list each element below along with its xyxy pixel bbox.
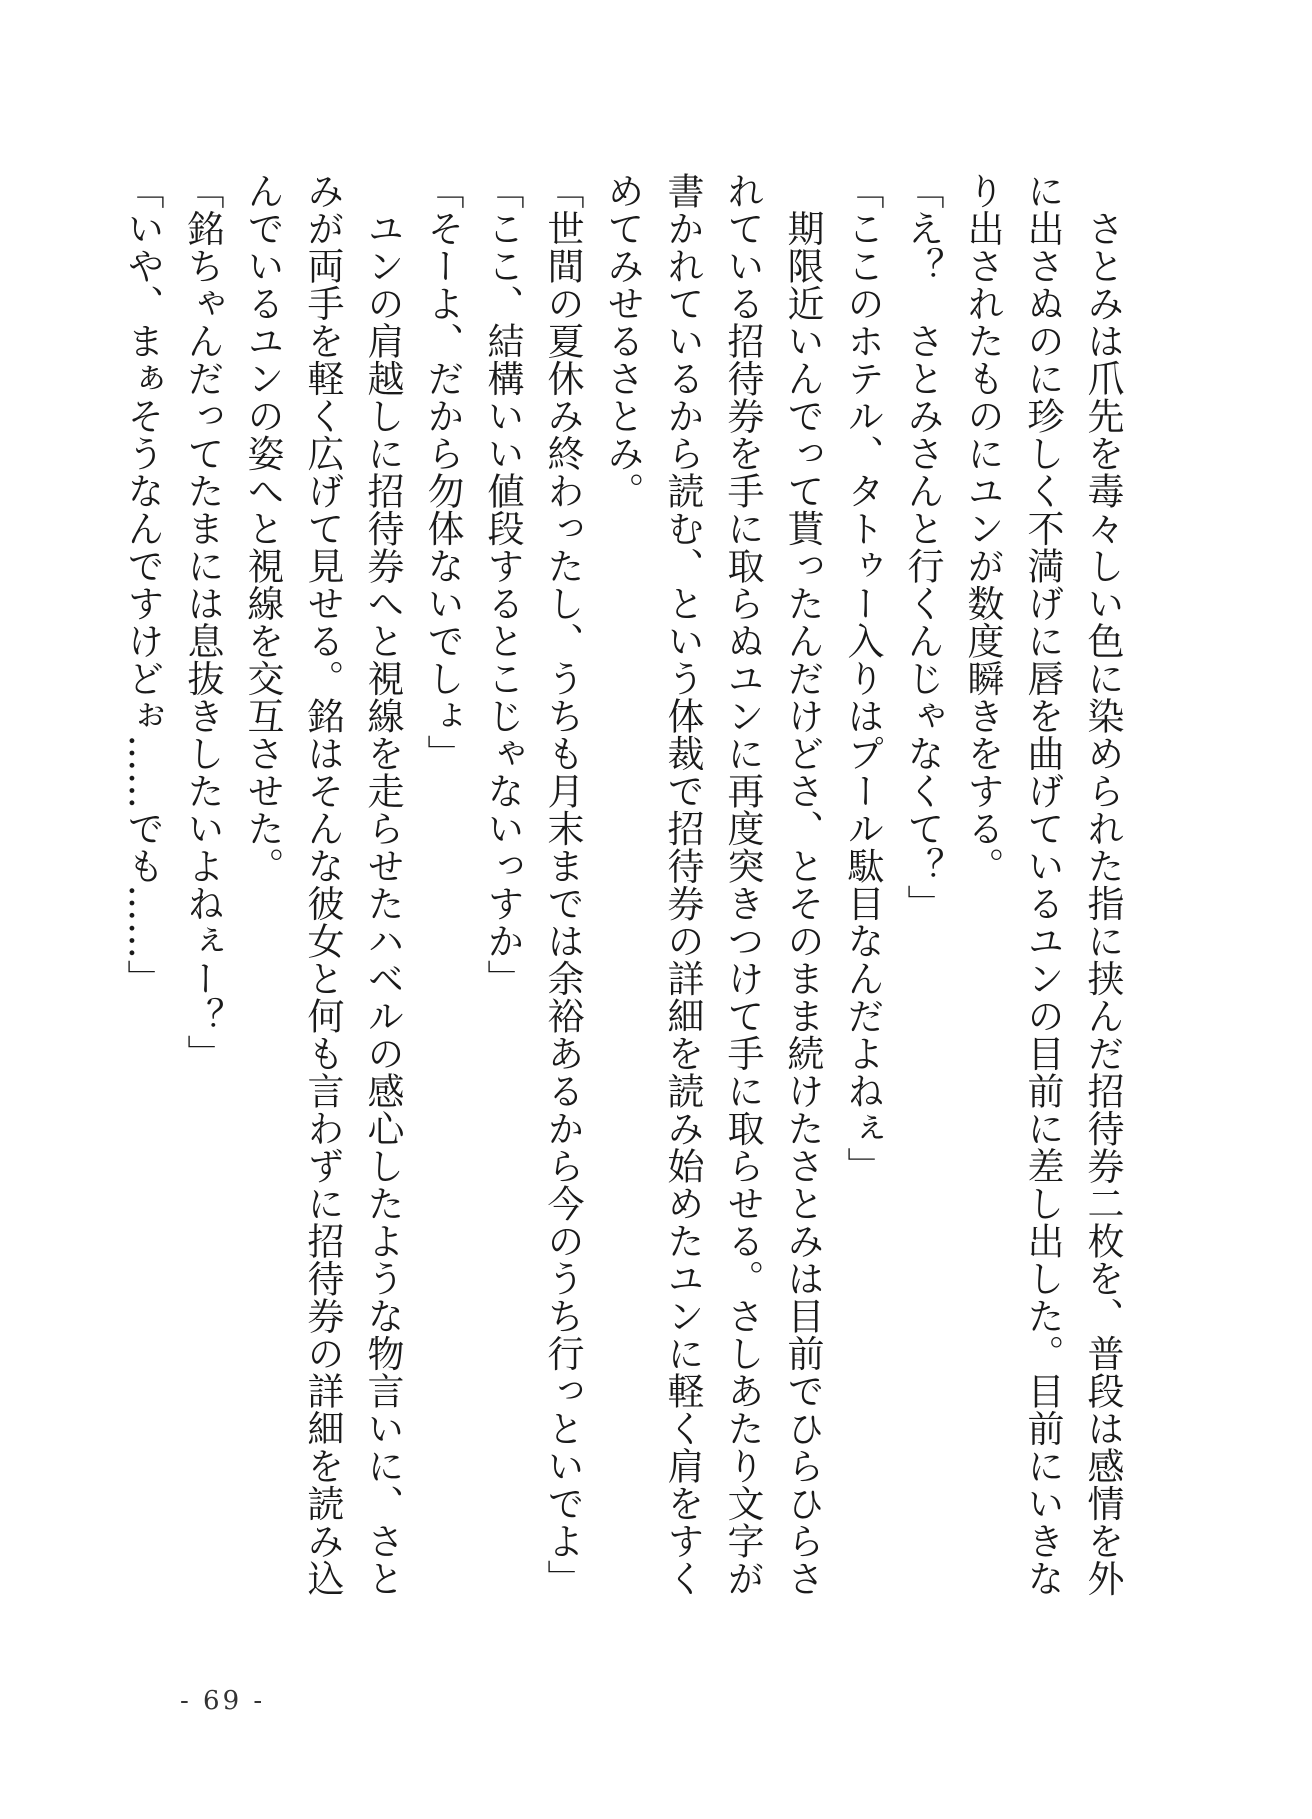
- paragraph: 「銘ちゃんだってたまには息抜きしたいよねぇー？」: [181, 172, 224, 1072]
- vertical-text-body: [121, 172, 1132, 1632]
- paragraph: 「ここ、結構いい値段するとこじゃないっすか」: [481, 172, 524, 997]
- paragraph: さとみは爪先を毒々しい色に染められた指に挟んだ招待券二枚を、普段は感情を外に出さぬのに珍しく不満げに唇を曲げているユンの目前に差し出した。目前にいきなり出されたものにユンが数度瞬きをする。: [961, 172, 1124, 1597]
- paragraph: 期限近いんでって貰ったんだけどさ、とそのまま続けたさとみは目前でひらひらされている招待券を手に取らぬユンに再度突きつけて手に取らせる。さしあたり文字が書かれているから読む、という体裁で招待券の詳細を読み始めたユンに軽く肩をすくめてみせるさとみ。: [601, 172, 824, 1597]
- paragraph: 「そーよ、だから勿体ないでしょ」: [421, 172, 464, 772]
- page-number: - 69 -: [180, 1686, 266, 1716]
- paragraph: 「いや、まぁそうなんですけどぉ……でも……」: [121, 172, 164, 997]
- paragraph: 「世間の夏休み終わったし、うちも月末までは余裕あるから今のうち行っといでよ」: [541, 172, 584, 1597]
- paragraph: ユンの肩越しに招待券へと視線を走らせたハベルの感心したような物言いに、さとみが両手を軽く広げて見せる。銘はそんな彼女と何も言わずに招待券の詳細を読み込んでいるユンの姿へと視線を交互させた。: [241, 172, 404, 1597]
- paragraph: 「ここのホテル、タトゥー入りはプール駄目なんだよねぇ」: [841, 172, 884, 1185]
- paragraph: 「え？ さとみさんと行くんじゃなくて？」: [901, 172, 944, 922]
